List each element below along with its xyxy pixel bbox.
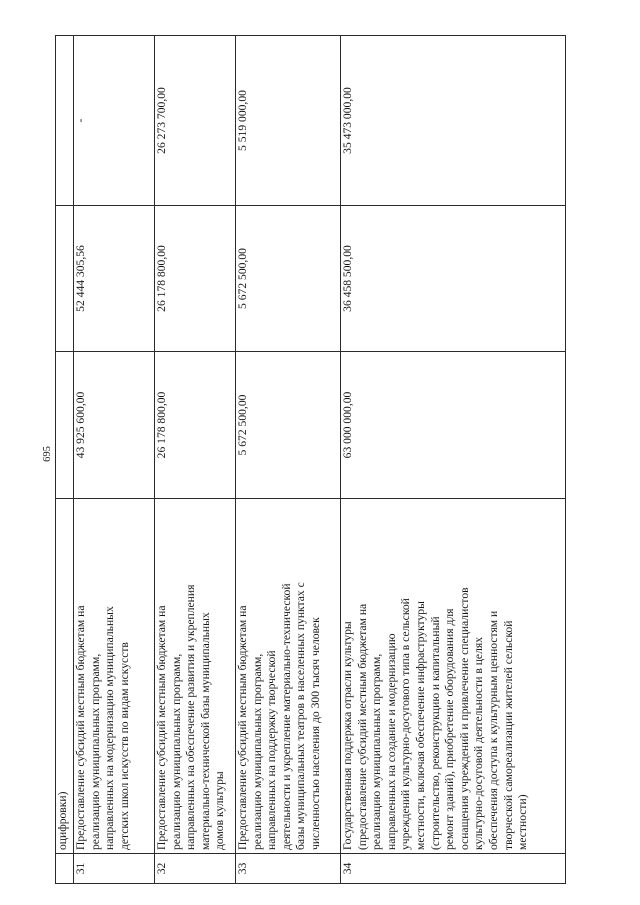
description-line: реализацию муниципальных программ, (88, 653, 102, 850)
description-line: местности, включая обеспечение инфраструктуры (413, 601, 427, 850)
description-line: местности) (516, 794, 530, 850)
description-line: направленных на обеспечение развития и укрепления (184, 584, 198, 850)
description-line: детских школ искусств по видам искусств (117, 642, 131, 850)
rotated-table-area (41, 36, 561, 884)
description-line: Государственная поддержка отрасли культуры (341, 621, 354, 850)
row-number-cell (56, 854, 74, 884)
description-line: базы муниципальных театров в населенных пунктах с (294, 582, 308, 850)
description-line: творческой самореализации жителей сельской (501, 620, 515, 850)
value-cell (56, 36, 74, 206)
table-row (56, 36, 74, 884)
description-line: оснащения учреждений и привлечение специалистов (457, 587, 471, 850)
description-cell (155, 499, 236, 854)
description-line: Предоставление субсидий местным бюджетам на (74, 605, 87, 850)
value-cell-col1: 5 672 500,00 (236, 352, 341, 499)
value-cell-col3: 5 519 000,00 (236, 36, 341, 206)
table-row (341, 36, 566, 884)
budget-table (55, 35, 566, 884)
description-line: реализацию муниципальных программ, (370, 653, 384, 850)
table-row (74, 36, 155, 884)
value-cell-col1: 43 925 600,00 (74, 352, 155, 499)
table-row (155, 36, 236, 884)
value-cell-col1: 63 000 000,00 (341, 352, 566, 499)
value-cell (56, 352, 74, 499)
description-line: Предоставление субсидий местным бюджетам на (155, 605, 168, 850)
description-line: направленных на создание и модернизацию (384, 633, 398, 850)
value-cell-col2: 52 444 305,56 (74, 206, 155, 352)
description-line: численностью населения до 300 тысяч человек (308, 617, 322, 850)
description-line: культурно-досуговой деятельности в целях (472, 637, 486, 850)
value-cell-col1: 26 178 800,00 (155, 352, 236, 499)
description-cell (56, 499, 74, 854)
page-number: 695 (42, 446, 53, 462)
description-cell (74, 499, 155, 854)
row-number-cell: 32 (155, 854, 236, 884)
value-cell-col2: 5 672 500,00 (236, 206, 341, 352)
description-cell (341, 499, 566, 854)
description-line: (предоставление субсидий местным бюджетам на (355, 603, 369, 850)
description-line: материально-технической базы муниципальных (198, 612, 212, 850)
description-line: домов культуры (213, 771, 227, 850)
value-cell-col3: 35 473 000,00 (341, 36, 566, 206)
description-line: учреждений культурно-досугового типа в сельской (399, 598, 413, 850)
description-line: обеспечения доступа к культурным ценностям и (486, 610, 500, 850)
description-line: Предоставление субсидий местным бюджетам на (236, 605, 249, 850)
value-cell (56, 206, 74, 352)
table-row (236, 36, 341, 884)
description-line: (строительство, реконструкцию и капитальный (428, 616, 442, 850)
row-number-cell: 31 (74, 854, 155, 884)
description-line: реализацию муниципальных программ, (169, 653, 183, 850)
description-line: направленных на модернизацию муниципальных (103, 606, 117, 850)
value-cell-col2: 26 178 800,00 (155, 206, 236, 352)
value-cell-col3: - (74, 36, 155, 206)
row-number-cell: 34 (341, 854, 566, 884)
value-cell-col2: 36 458 500,00 (341, 206, 566, 352)
description-line: деятельности и укрепление материально-технической (279, 583, 293, 850)
description-cell (236, 499, 341, 854)
continuation-text: оцифровки) (56, 791, 69, 850)
description-line: реализацию муниципальных программ, (250, 653, 264, 850)
row-number-cell: 33 (236, 854, 341, 884)
description-line: ремонт зданий), приобретение оборудования для (443, 608, 457, 850)
description-line: направленных на поддержку творческой (265, 650, 279, 850)
value-cell-col3: 26 273 700,00 (155, 36, 236, 206)
